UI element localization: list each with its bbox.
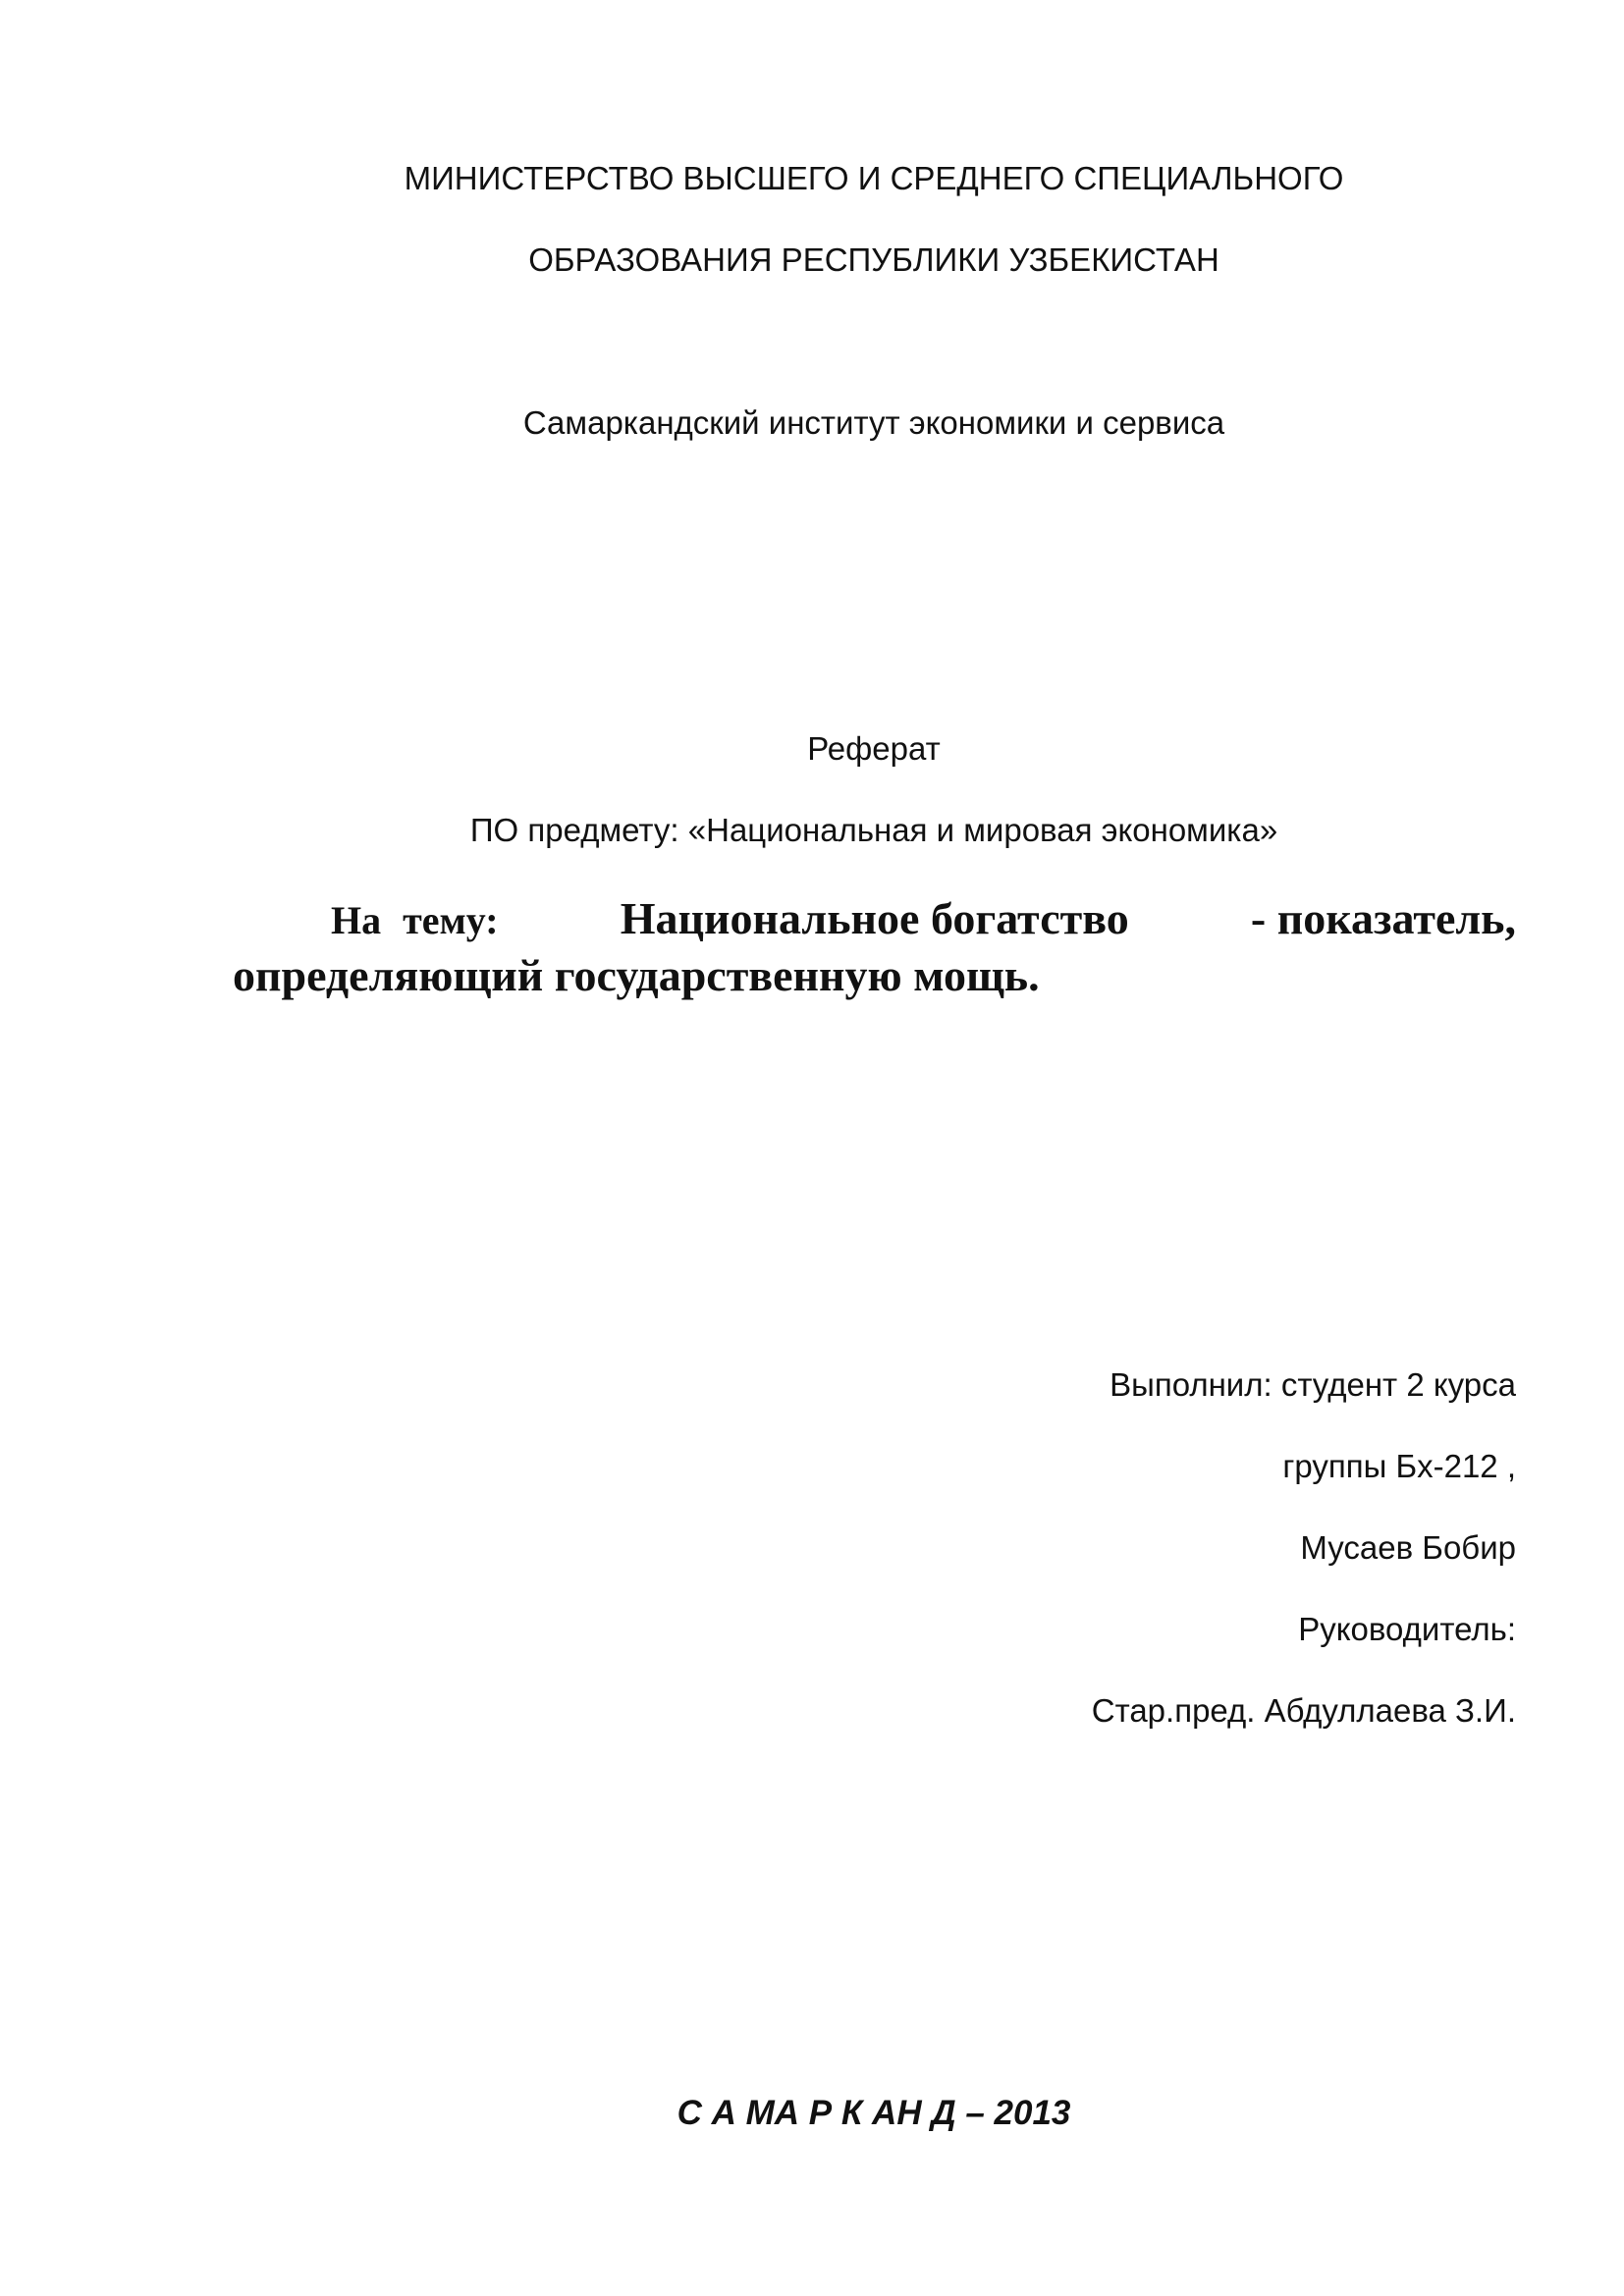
ministry-line-2: ОБРАЗОВАНИЯ РЕСПУБЛИКИ УЗБЕКИСТАН xyxy=(528,241,1219,278)
topic-label: На тему: xyxy=(331,898,499,942)
topic-line-2: определяющий государственную мощь. xyxy=(233,950,1040,1000)
student-group: группы Бх-212 , xyxy=(1282,1448,1516,1484)
student-name: Мусаев Бобир xyxy=(1300,1529,1516,1566)
topic-part-2: - показатель, xyxy=(1250,893,1516,943)
topic-part-1: Национальное богатство xyxy=(620,893,1129,943)
topic-line-1 xyxy=(331,893,1516,946)
document-type: Реферат xyxy=(807,730,941,767)
supervisor-label: Руководитель: xyxy=(1298,1611,1516,1647)
institute-name: Самаркандский институт экономики и сервиса xyxy=(522,404,1225,441)
ministry-line-1: МИНИСТЕРСТВО ВЫСШЕГО И СРЕДНЕГО СПЕЦИАЛЬНОГО xyxy=(404,160,1344,196)
city-year: С А МА Р К АН Д – 2013 xyxy=(677,2094,1071,2132)
performed-by: Выполнил: студент 2 курса xyxy=(1110,1366,1516,1403)
supervisor-name: Стар.пред. Абдуллаева З.И. xyxy=(1091,1692,1516,1729)
subject-line: ПО предмету: «Национальная и мировая экономика» xyxy=(469,812,1278,848)
